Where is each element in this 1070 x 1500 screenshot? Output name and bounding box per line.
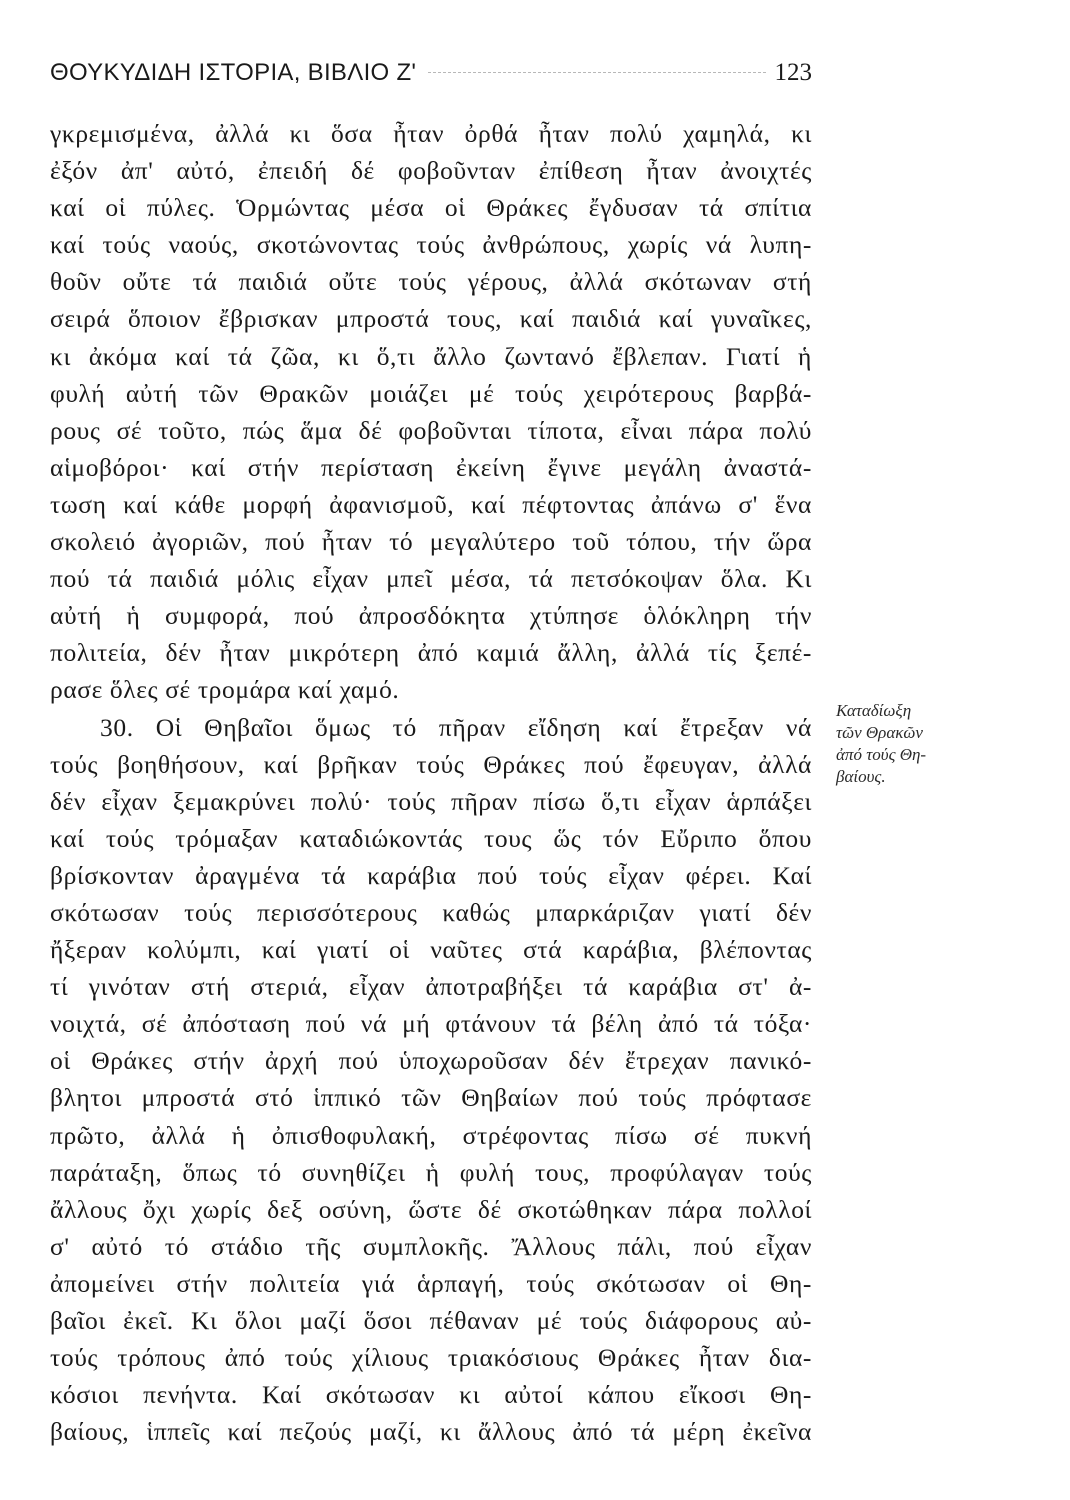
text-line: βαῖοι ἐκεῖ. Κι ὅλοι μαζί ὅσοι πέθαναν μέ τούς διάφορους αὐ- bbox=[50, 1306, 812, 1335]
text-line: τούς τρόπους ἀπό τούς χίλιους τριακόσιους Θράκες ἦταν δια- bbox=[50, 1343, 812, 1373]
text-line: αἱμοβόροι· καί στήν περίσταση ἐκείνη ἔγινε μεγάλη ἀναστά- bbox=[50, 452, 812, 482]
body-text bbox=[50, 115, 812, 1450]
paragraph-end-line: ρασε ὅλες σέ τρομάρα καί χαμό. bbox=[50, 675, 400, 705]
page-number: 123 bbox=[774, 59, 812, 86]
text-line: πού τά παιδιά μόλις εἶχαν μπεῖ μέσα, τά πετσόκοψαν ὅλα. Κι bbox=[50, 564, 812, 594]
text-line: κόσιοι πενήντα. Καί σκότωσαν κι αὐτοί κάπου εἴκοσι Θη- bbox=[50, 1380, 812, 1410]
text-line: καί τούς ναούς, σκοτώνοντας τούς ἀνθρώπους, χωρίς νά λυπη- bbox=[50, 230, 812, 260]
text-line: νοιχτά, σέ ἀπόσταση πού νά μή φτάνουν τά βέλη ἀπό τά τόξα· bbox=[50, 1009, 812, 1039]
text-line: σκολειό ἀγοριῶν, πού ἦταν τό μεγαλύτερο τοῦ τόπου, τήν ὥρα bbox=[50, 527, 812, 557]
text-line: τούς βοηθήσουν, καί βρῆκαν τούς Θράκες πού ἔφευγαν, ἀλλά bbox=[50, 749, 812, 779]
text-line: ρους σέ τοῦτο, πώς ἅμα δέ φοβοῦνται τίποτα, εἶναι πάρα πολύ bbox=[50, 415, 812, 445]
running-head bbox=[50, 58, 812, 92]
text-line: παράταξη, ὅπως τό συνηθίζει ἡ φυλή τους, προφύλαγαν τούς bbox=[50, 1157, 812, 1187]
text-line: ἄλλους ὄχι χωρίς δεξ οσύνη, ὥστε δέ σκοτώθηκαν πάρα πολλοί bbox=[50, 1194, 812, 1224]
text-line: βλητοι μπροστά στό ἱππικό τῶν Θηβαίων πού τούς πρόφτασε bbox=[50, 1083, 812, 1113]
text-line: βαίους, ἱππεῖς καί πεζούς μαζί, κι ἄλλους ἀπό τά μέρη ἐκεῖνα bbox=[50, 1417, 812, 1447]
text-line: πολιτεία, δέν ἦταν μικρότερη ἀπό καμιά ἄλλη, ἀλλά τίς ξεπέ- bbox=[50, 638, 812, 668]
text-line: θοῦν οὔτε τά παιδιά οὔτε τούς γέρους, ἀλλά σκότωναν στή bbox=[50, 267, 812, 297]
text-line: πρῶτο, ἀλλά ἡ ὀπισθοφυλακή, στρέφοντας πίσω σέ πυκνή bbox=[50, 1120, 812, 1150]
margin-note-line: βαίους. bbox=[836, 767, 886, 786]
text-line: καί οἱ πύλες. Ὁρμώντας μέσα οἱ Θράκες ἔγδυσαν τά σπίτια bbox=[50, 193, 812, 223]
margin-note-line: ἀπό τούς Θη- bbox=[836, 745, 927, 764]
text-line: ἤξεραν κολύμπι, καί γιατί οἱ ναῦτες στά καράβια, βλέποντας bbox=[50, 935, 812, 965]
text-line: σ' αὐτό τό στάδιο τῆς συμπλοκῆς. Ἄλλους πάλι, πού εἶχαν bbox=[50, 1231, 812, 1261]
text-line: δέν εἶχαν ξεμακρύνει πολύ· τούς πῆραν πίσω ὅ,τι εἶχαν ἁρπάξει bbox=[50, 786, 812, 816]
text-line: σκότωσαν τούς περισσότερους καθώς μπαρκάριζαν γιατί δέν bbox=[50, 897, 812, 927]
text-line: οἱ Θράκες στήν ἀρχή πού ὑποχωροῦσαν δέν ἔτρεχαν πανικό- bbox=[50, 1046, 812, 1076]
header-rule bbox=[428, 72, 766, 73]
text-line: ἀπομείνει στήν πολιτεία γιά ἁρπαγή, τούς σκότωσαν οἱ Θη- bbox=[50, 1268, 812, 1298]
text-line: καί τούς τρόμαξαν καταδιώκοντάς τους ὥς τόν Εὔριπο ὅπου bbox=[50, 823, 812, 853]
text-line: βρίσκονταν ἀραγμένα τά καράβια πού τούς εἶχαν φέρει. Καί bbox=[50, 860, 812, 890]
margin-note-line: Καταδίωξη bbox=[836, 701, 912, 720]
running-title: ΘΟΥΚΥΔΙΔΗ ΙΣΤΟΡΙΑ, ΒΙΒΛΙΟ Ζ' bbox=[50, 59, 417, 86]
text-line: σειρά ὅποιον ἔβρισκαν μπροστά τους, καί παιδιά καί γυναῖκες, bbox=[50, 304, 812, 334]
text-line: φυλή αὐτή τῶν Θρακῶν μοιάζει μέ τούς χειρότερους βαρβά- bbox=[50, 378, 812, 408]
text-line: τωση καί κάθε μορφή ἀφανισμοῦ, καί πέφτοντας ἀπάνω σ' ἕνα bbox=[50, 489, 812, 519]
margin-note-line: τῶν Θρακῶν bbox=[836, 723, 923, 742]
text-line: κι ἀκόμα καί τά ζῶα, κι ὅ,τι ἄλλο ζωντανό ἔβλεπαν. Γιατί ἡ bbox=[50, 341, 812, 371]
text-line: ἐξόν ἀπ' αὐτό, ἐπειδή δέ φοβοῦνταν ἐπίθεση ἦταν ἀνοιχτές bbox=[50, 156, 812, 186]
section-30-start-line: 30. Οἱ Θηβαῖοι ὅμως τό πῆραν εἴδηση καί ἔτρεξαν νά bbox=[100, 712, 812, 742]
margin-note bbox=[836, 700, 976, 788]
text-line: αὐτή ἡ συμφορά, πού ἀπροσδόκητα χτύπησε ὁλόκληρη τήν bbox=[50, 601, 812, 631]
text-line: τί γινόταν στή στεριά, εἶχαν ἀποτραβήξει τά καράβια στ' ἀ- bbox=[50, 972, 812, 1002]
text-line: γκρεμισμένα, ἀλλά κι ὅσα ἦταν ὀρθά ἦταν πολύ χαμηλά, κι bbox=[50, 119, 812, 148]
